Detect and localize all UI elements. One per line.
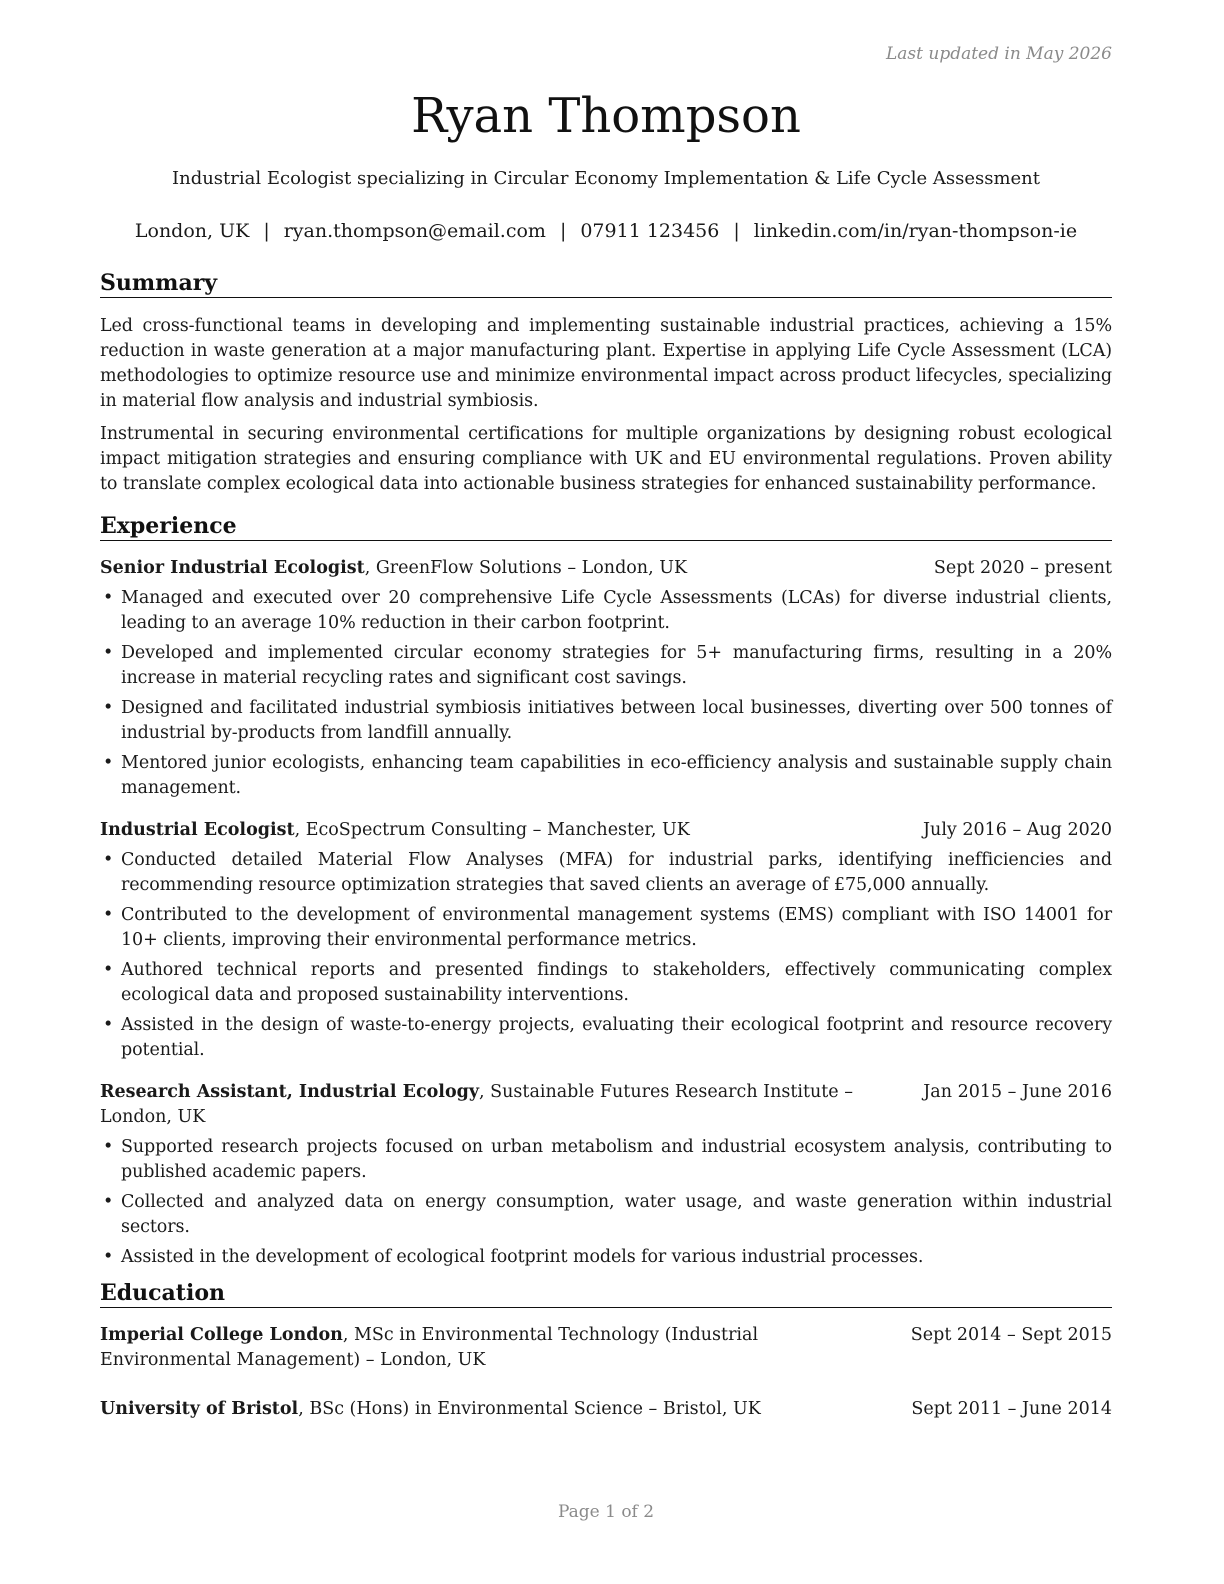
bullet-item — [100, 1013, 1112, 1063]
bullet-icon: • — [103, 1015, 114, 1035]
bullet-text: Mentored junior ecologists, enhancing team capabilities in eco-efficiency analysis and sustainable supply chain management. — [121, 753, 1112, 798]
contact-line — [100, 220, 1112, 242]
bullet-item — [100, 903, 1112, 953]
contact-phone: 07911 123456 — [580, 220, 720, 242]
job-org: , Sustainable Futures Research Institute – London, UK — [100, 1082, 853, 1127]
job-dates: Sept 2020 – present — [933, 558, 1112, 578]
education-entry — [100, 1397, 1112, 1422]
bullet-icon: • — [103, 588, 114, 608]
job-dates: July 2016 – Aug 2020 — [923, 820, 1112, 840]
bullet-text: Managed and executed over 20 comprehensive Life Cycle Assessments (LCAs) for diverse industrial clients, leading to an average 10% reduction in their carbon footprint. — [121, 588, 1112, 633]
bullet-item — [100, 1190, 1112, 1240]
bullet-icon: • — [103, 643, 114, 663]
job-bullets — [100, 1135, 1112, 1270]
bullet-item — [100, 958, 1112, 1008]
education-dates: Sept 2014 – Sept 2015 — [910, 1325, 1112, 1345]
school-name: University of Bristol — [100, 1399, 299, 1419]
job-header — [100, 556, 1112, 581]
bullet-text: Assisted in the design of waste-to-energy projects, evaluating their ecological footprint and resource recovery potential. — [121, 1015, 1112, 1060]
bullet-item — [100, 1245, 1112, 1270]
job-org: , GreenFlow Solutions – London, UK — [364, 558, 688, 578]
job-dates: Jan 2015 – June 2016 — [923, 1082, 1112, 1102]
bullet-icon: • — [103, 1137, 114, 1157]
page-number: Page 1 of 2 — [557, 1502, 655, 1522]
job-entry — [100, 556, 1112, 801]
summary-title: Summary — [100, 270, 1112, 298]
bullet-text: Designed and facilitated industrial symbiosis initiatives between local businesses, diverting over 500 tonnes of industrial by-products from landfill annually. — [121, 698, 1112, 743]
job-role: Senior Industrial Ecologist — [100, 558, 365, 578]
job-header — [100, 1080, 1112, 1130]
bullet-icon: • — [103, 850, 114, 870]
contact-separator: | — [263, 220, 270, 242]
education-dates: Sept 2011 – June 2014 — [911, 1399, 1112, 1419]
bullet-item — [100, 641, 1112, 691]
bullet-item — [100, 1135, 1112, 1185]
contact-email[interactable]: ryan.thompson@email.com — [283, 220, 546, 242]
contact-separator: | — [733, 220, 740, 242]
bullet-text: Contributed to the development of environmental management systems (EMS) compliant with ISO 14001 for 10+ clients, improving their environmental performance metrics. — [121, 905, 1112, 950]
bullet-item — [100, 586, 1112, 636]
school-name: Imperial College London — [100, 1325, 343, 1345]
summary-paragraph: Instrumental in securing environmental certifications for multiple organizations by designing robust ecological impact mitigation strategies and ensuring compliance with UK and EU environmental regulations. Proven ability to translate complex ecological data into actionable business strategies for enhanced sustainability performance. — [100, 424, 1112, 494]
bullet-text: Supported research projects focused on urban metabolism and industrial ecosystem analysis, contributing to published academic papers. — [121, 1137, 1112, 1182]
bullet-icon: • — [103, 1247, 114, 1267]
job-bullets — [100, 586, 1112, 801]
job-org: , EcoSpectrum Consulting – Manchester, UK — [294, 820, 690, 840]
bullet-item — [100, 696, 1112, 746]
bullet-text: Conducted detailed Material Flow Analyses (MFA) for industrial parks, identifying inefficiencies and recommending resource optimization strategies that saved clients an average of £75,000 annually. — [121, 850, 1112, 895]
bullet-text: Collected and analyzed data on energy consumption, water usage, and waste generation within industrial sectors. — [121, 1192, 1112, 1237]
bullet-icon: • — [103, 905, 114, 925]
bullet-text: Assisted in the development of ecological footprint models for various industrial processes. — [121, 1247, 924, 1267]
bullet-text: Developed and implemented circular economy strategies for 5+ manufacturing firms, resulting in a 20% increase in material recycling rates and significant cost savings. — [121, 643, 1112, 688]
resume-page — [100, 0, 1112, 1584]
job-role: Research Assistant, Industrial Ecology — [100, 1082, 480, 1102]
degree-detail: , MSc in Environmental Technology (Industrial Environmental Management) – London, UK — [100, 1325, 759, 1370]
bullet-icon: • — [103, 753, 114, 773]
bullet-icon: • — [103, 698, 114, 718]
bullet-icon: • — [103, 1192, 114, 1212]
summary-paragraph: Led cross-functional teams in developing and implementing sustainable industrial practices, achieving a 15% reduction in waste generation at a major manufacturing plant. Expertise in applying Life Cycle Assessment (LCA) methodologies to optimize resource use and minimize environmental impact across product lifecycles, specializing in material flow analysis and industrial symbiosis. — [100, 316, 1112, 411]
job-bullets — [100, 848, 1112, 1063]
contact-linkedin[interactable]: linkedin.com/in/ryan-thompson-ie — [753, 220, 1078, 242]
job-header — [100, 818, 1112, 843]
bullet-icon: • — [103, 960, 114, 980]
job-role: Industrial Ecologist — [100, 820, 295, 840]
education-section — [100, 1280, 1112, 1422]
bullet-item — [100, 751, 1112, 801]
experience-title: Experience — [100, 513, 1112, 541]
contact-separator: | — [559, 220, 567, 242]
headline: Industrial Ecologist specializing in Circular Economy Implementation & Life Cycle Assessment — [171, 168, 1041, 189]
experience-section — [100, 513, 1112, 1275]
candidate-name: Ryan Thompson — [411, 88, 801, 144]
summary-section — [100, 270, 1112, 505]
job-entry — [100, 1080, 1112, 1270]
job-entry — [100, 818, 1112, 1063]
bullet-item — [100, 848, 1112, 898]
bullet-text: Authored technical reports and presented findings to stakeholders, effectively communicating complex ecological data and proposed sustainability interventions. — [121, 960, 1112, 1005]
degree-detail: , BSc (Hons) in Environmental Science – Bristol, UK — [298, 1399, 761, 1419]
education-entry — [100, 1323, 1112, 1373]
last-updated: Last updated in May 2026 — [885, 44, 1112, 64]
education-title: Education — [100, 1280, 1112, 1308]
contact-location: London, UK — [134, 220, 250, 242]
